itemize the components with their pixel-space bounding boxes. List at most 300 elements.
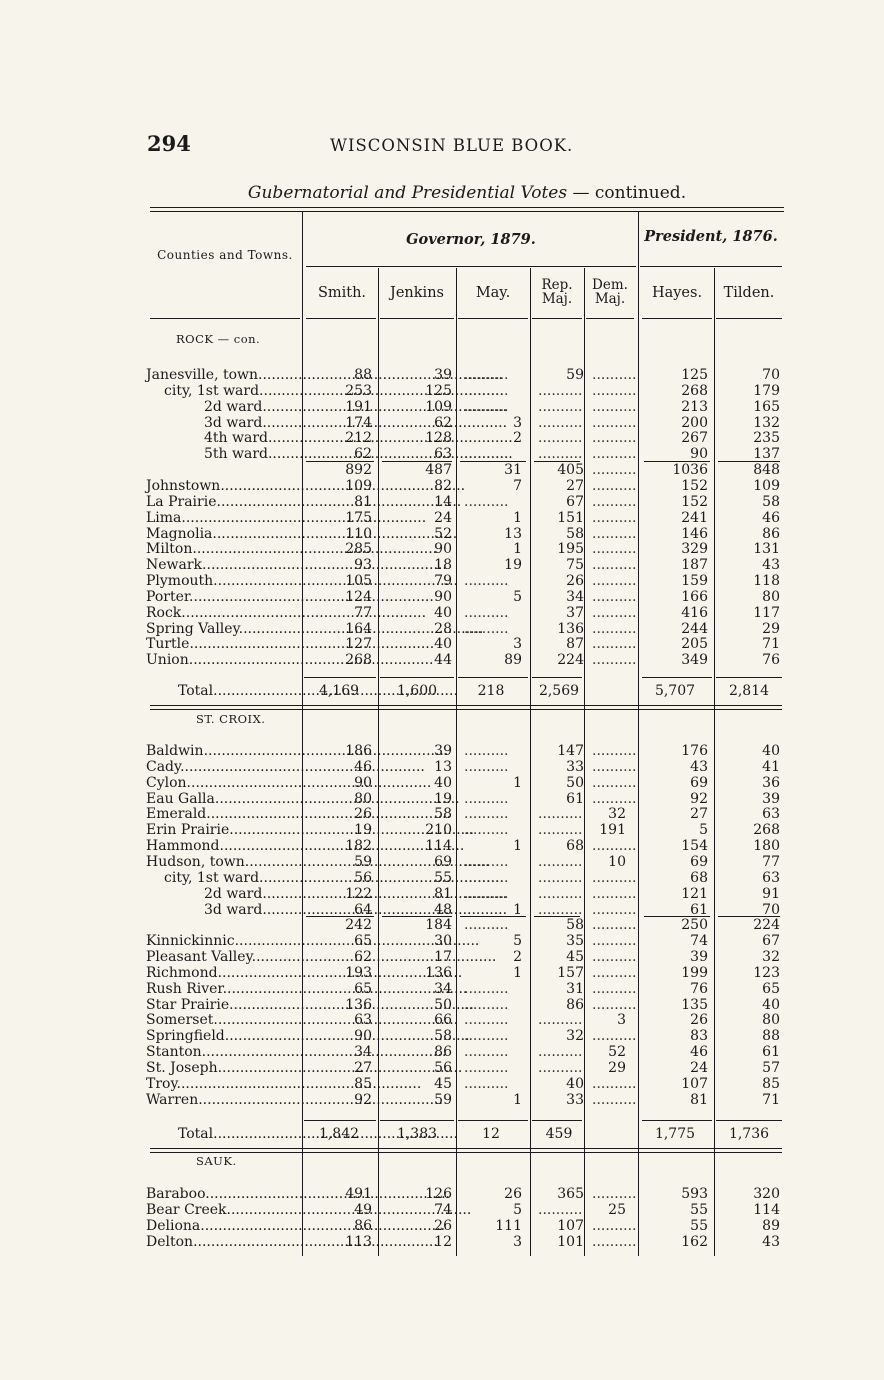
subtotal-rule (306, 916, 374, 917)
dot-leader: .......... (464, 869, 509, 886)
section-label: SAUK. (196, 1154, 237, 1168)
may-value: 1 (513, 1091, 522, 1108)
may-total: 218 (477, 683, 505, 699)
table-row (146, 822, 786, 838)
table-row (146, 510, 786, 526)
tilden-value: 224 (753, 917, 780, 934)
rep-value: 32 (566, 1028, 584, 1045)
may-value: 1 (513, 509, 522, 526)
town-name-text: Janesville, town (146, 367, 259, 383)
tilden-value: 180 (753, 838, 780, 855)
jenkins-value: 26 (434, 1217, 452, 1234)
town-name (146, 854, 299, 870)
tilden-value: 43 (762, 557, 780, 574)
town-name (146, 743, 299, 759)
dot-leader: .......... (538, 822, 583, 839)
jenkins-value: 109 (425, 398, 452, 415)
town-name (146, 933, 299, 949)
hayes-value: 250 (681, 917, 708, 934)
smith-value: 491 (345, 1186, 372, 1202)
hayes-value: 329 (681, 541, 708, 558)
governor-underline (306, 266, 636, 267)
dot-leader: .......... (592, 980, 637, 997)
table-row (146, 557, 786, 573)
dot-leader: .......... (464, 1044, 509, 1061)
table-row (146, 541, 786, 557)
dot-leader: .......... (592, 477, 637, 494)
hayes-value: 213 (681, 398, 708, 415)
may-value: 5 (513, 588, 522, 605)
rep-value: 147 (557, 743, 584, 759)
rep-value: 195 (557, 541, 584, 558)
town-name (146, 589, 299, 605)
rep-value: 157 (557, 964, 584, 981)
town-name-text: Cylon (146, 774, 187, 791)
smith-value: 113 (345, 1233, 372, 1250)
smith-value: 90 (354, 1028, 372, 1045)
smith-value: 49 (354, 1201, 372, 1218)
town-name (146, 806, 299, 822)
page-number: 294 (147, 131, 191, 156)
tilden-value: 80 (762, 588, 780, 605)
total-rule (304, 677, 376, 678)
may-value: 2 (513, 949, 522, 966)
smith-value: 59 (354, 853, 372, 870)
total-rule (380, 677, 454, 678)
hayes-value: 146 (681, 525, 708, 542)
dot-leader: .......... (538, 853, 583, 870)
town-name-text: Bear Creek (146, 1201, 227, 1218)
may-value: 1 (513, 838, 522, 855)
hayes-value: 159 (681, 573, 708, 590)
rep-value: 31 (566, 980, 584, 997)
dem-value: 52 (608, 1044, 626, 1061)
dot-leader: .......... (464, 604, 509, 621)
town-name (146, 621, 299, 637)
may-value: 13 (504, 525, 522, 542)
jenkins-value: 39 (434, 367, 452, 383)
dot-leader: .......... (464, 446, 509, 463)
rep-value: 33 (566, 758, 584, 775)
smith-value: 92 (354, 1091, 372, 1108)
dem-maj-header: Dem. Maj. (592, 277, 628, 308)
town-name (164, 870, 299, 886)
hayes-value: 349 (681, 652, 708, 669)
jenkins-value: 34 (434, 980, 452, 997)
dot-leader: .......... (592, 382, 637, 399)
tilden-value: 117 (753, 604, 780, 621)
tilden-value: 77 (762, 853, 780, 870)
table-row (146, 1028, 786, 1044)
smith-value: 64 (354, 901, 372, 918)
hayes-total: 5,707 (654, 683, 696, 699)
tilden-total: 2,814 (728, 683, 770, 699)
dot-leader: .......... (464, 822, 509, 839)
town-name (146, 981, 299, 997)
tilden-value: 320 (753, 1186, 780, 1202)
rep-total: 2,569 (538, 683, 580, 699)
jenkins-value: 58 (434, 1028, 452, 1045)
may-value: 31 (504, 462, 522, 479)
smith-value: 175 (345, 509, 372, 526)
town-name-text: 4th ward (204, 430, 268, 447)
rep-value: 101 (557, 1233, 584, 1250)
table-row (146, 1044, 786, 1060)
dot-leader: .......... (538, 414, 583, 431)
rep-value: 68 (566, 838, 584, 855)
dot-leader: .......... (592, 588, 637, 605)
town-name (146, 1202, 299, 1218)
dot-leader: .......... (592, 949, 637, 966)
dot-leader: .......... (592, 509, 637, 526)
jenkins-value: 14 (434, 493, 452, 510)
dot-leader: .......... (592, 869, 637, 886)
table-row (146, 806, 786, 822)
dot-leader: .......... (464, 398, 509, 415)
town-name (146, 1076, 299, 1092)
tilden-value: 41 (762, 758, 780, 775)
table-row (146, 997, 786, 1013)
hayes-value: 43 (690, 758, 708, 775)
tilden-value: 46 (762, 509, 780, 526)
town-name (146, 526, 299, 542)
jenkins-value: 62 (434, 414, 452, 431)
table-row (146, 494, 786, 510)
table-row (146, 1092, 786, 1108)
table-row (146, 1218, 786, 1234)
may-header: May. (475, 285, 511, 301)
town-name (146, 478, 299, 494)
dot-leader: .......... (464, 758, 509, 775)
dem-header-rule (586, 318, 634, 319)
section-end-rule (150, 705, 782, 706)
jenkins-value: 81 (434, 885, 452, 902)
smith-value: 62 (354, 446, 372, 463)
dot-leader: .......... (592, 557, 637, 574)
jenkins-value: 86 (434, 1044, 452, 1061)
hayes-value: 135 (681, 996, 708, 1013)
dot-leader: .......... (464, 493, 509, 510)
counties-header-rule (150, 318, 300, 319)
town-name (204, 446, 299, 462)
subtotal-rule (644, 916, 710, 917)
table-row (146, 933, 786, 949)
dot-leader: .......... (592, 774, 637, 791)
smith-value: 80 (354, 790, 372, 807)
town-name (146, 510, 299, 526)
town-name-text: Baldwin (146, 743, 204, 759)
hayes-value: 76 (690, 980, 708, 997)
smith-value: 90 (354, 774, 372, 791)
subtotal-rule (382, 461, 452, 462)
town-name (146, 1044, 299, 1060)
may-header-rule (458, 318, 528, 319)
table-row (146, 965, 786, 981)
subtotal-rule (382, 916, 452, 917)
table-row (146, 526, 786, 542)
hayes-value: 205 (681, 636, 708, 653)
tilden-value: 268 (753, 822, 780, 839)
dot-leader: .......... (464, 620, 509, 637)
smith-value: 268 (345, 652, 372, 669)
rep-value: 58 (566, 525, 584, 542)
smith-value: 19 (354, 822, 372, 839)
total-row (146, 683, 786, 699)
tilden-value: 71 (762, 1091, 780, 1108)
hayes-value: 90 (690, 446, 708, 463)
jenkins-value: 50 (434, 996, 452, 1013)
rep-value: 33 (566, 1091, 584, 1108)
jenkins-value: 487 (425, 462, 452, 479)
dot-leader: .......... (538, 382, 583, 399)
table-row (146, 902, 786, 918)
dot-leader: .......... (592, 996, 637, 1013)
may-value: 1 (513, 541, 522, 558)
smith-value: 34 (354, 1044, 372, 1061)
caption-title: Gubernatorial and Presidential Votes (247, 183, 568, 203)
jenkins-value: 58 (434, 806, 452, 823)
tilden-value: 137 (753, 446, 780, 463)
subtotal-rule (644, 461, 710, 462)
total-rule (380, 1120, 454, 1121)
table-row (146, 791, 786, 807)
table-row (146, 367, 786, 383)
dot-leader: .......... (592, 885, 637, 902)
may-value: 111 (495, 1217, 522, 1234)
town-name-text: Eau Galla (146, 790, 215, 807)
town-name (204, 886, 299, 902)
dot-leader: .......... (538, 398, 583, 415)
smith-value: 193 (345, 964, 372, 981)
jenkins-value: 19 (434, 790, 452, 807)
town-name-text: Plymouth (146, 573, 214, 590)
smith-value: 62 (354, 949, 372, 966)
rep-value: 107 (557, 1217, 584, 1234)
smith-total: 4,169 (318, 683, 360, 699)
town-name (204, 415, 299, 431)
dot-leader: .......... (538, 806, 583, 823)
dot-leader: .......... (464, 806, 509, 823)
tilden-value: 114 (753, 1201, 780, 1218)
jenkins-total: 1,600 (396, 683, 438, 699)
subtotal-rule (460, 916, 526, 917)
jenkins-value: 82 (434, 477, 452, 494)
tilden-header: Tilden. (723, 285, 775, 301)
town-name-text: Stanton (146, 1044, 202, 1061)
tilden-value: 85 (762, 1075, 780, 1092)
dot-leader: .......... (592, 604, 637, 621)
dot-leader: .......... (464, 382, 509, 399)
hayes-value: 267 (681, 430, 708, 447)
town-name-text: 3d ward (204, 901, 263, 918)
hayes-value: 46 (690, 1044, 708, 1061)
tilden-value: 36 (762, 774, 780, 791)
tilden-value: 848 (753, 462, 780, 479)
town-name-text: Hammond (146, 838, 220, 855)
table-row (146, 981, 786, 997)
smith-value: 56 (354, 869, 372, 886)
rep-value: 224 (557, 652, 584, 669)
dot-leader: .......... (538, 1012, 583, 1029)
may-value: 1 (513, 774, 522, 791)
jenkins-value: 30 (434, 933, 452, 950)
total-rule (304, 1120, 376, 1121)
hayes-total: 1,775 (654, 1126, 696, 1142)
town-name (146, 557, 299, 573)
hayes-value: 74 (690, 933, 708, 950)
jenkins-value: 55 (434, 869, 452, 886)
dot-leader: .......... (464, 853, 509, 870)
jenkins-value: 52 (434, 525, 452, 542)
table-row (146, 1234, 786, 1250)
rep-value: 61 (566, 790, 584, 807)
president-header: President, 1876. (644, 228, 778, 245)
hayes-value: 268 (681, 382, 708, 399)
table-row (146, 870, 786, 886)
dot-leader: .......... (592, 414, 637, 431)
town-name-text: 2d ward (204, 885, 263, 902)
tilden-value: 70 (762, 901, 780, 918)
total-rule (642, 677, 712, 678)
tilden-value: 32 (762, 949, 780, 966)
top-rule-2 (150, 211, 784, 212)
town-name-text: 5th ward (204, 446, 268, 463)
hayes-value: 199 (681, 964, 708, 981)
town-name (146, 652, 299, 668)
jenkins-total: 1,383 (396, 1126, 438, 1142)
tilden-value: 88 (762, 1028, 780, 1045)
tilden-value: 89 (762, 1217, 780, 1234)
table-row (146, 759, 786, 775)
smith-value: 892 (345, 462, 372, 479)
town-name-text: Deliona (146, 1217, 201, 1234)
town-name-text: Lima (146, 509, 182, 526)
rep-value: 26 (566, 573, 584, 590)
may-value: 3 (513, 1233, 522, 1250)
table-row (146, 886, 786, 902)
dot-leader: .......... (592, 462, 637, 479)
hayes-value: 61 (690, 901, 708, 918)
town-name (146, 1092, 299, 1108)
town-name (146, 1060, 299, 1076)
town-name (204, 902, 299, 918)
tilden-value: 29 (762, 620, 780, 637)
smith-value: 109 (345, 477, 372, 494)
dot-leader: .......... (464, 573, 509, 590)
hayes-value: 81 (690, 1091, 708, 1108)
town-name-text: Turtle (146, 636, 190, 653)
tilden-value: 118 (753, 573, 780, 590)
hayes-value: 69 (690, 774, 708, 791)
dem-value: 25 (608, 1201, 626, 1218)
table-row (146, 430, 786, 446)
hayes-value: 68 (690, 869, 708, 886)
town-name (146, 791, 299, 807)
dot-leader: .......... (592, 838, 637, 855)
town-name-text: Porter (146, 588, 190, 605)
jenkins-value: 59 (434, 1091, 452, 1108)
dot-leader: .......... (464, 885, 509, 902)
hayes-header-rule (642, 318, 712, 319)
town-name-text: 2d ward (204, 398, 263, 415)
jenkins-value: 24 (434, 509, 452, 526)
town-name-text: Star Prairie (146, 996, 230, 1013)
hayes-value: 416 (681, 604, 708, 621)
dot-leader: .......... (592, 964, 637, 981)
rep-value: 405 (557, 462, 584, 479)
rep-value: 34 (566, 588, 584, 605)
tilden-value: 91 (762, 885, 780, 902)
hayes-value: 166 (681, 588, 708, 605)
hayes-value: 1036 (672, 462, 708, 479)
dot-leader: .......... (538, 885, 583, 902)
town-name-text: Magnolia (146, 525, 213, 542)
dot-leader: .......... (592, 493, 637, 510)
hayes-value: 83 (690, 1028, 708, 1045)
dot-leader: .......... (592, 652, 637, 669)
may-value: 1 (513, 964, 522, 981)
hayes-value: 121 (681, 885, 708, 902)
tilden-header-rule (716, 318, 782, 319)
section-end-rule (150, 1148, 782, 1149)
dot-leader: .......... (464, 980, 509, 997)
dot-leader: .......... (464, 1075, 509, 1092)
jenkins-value: 44 (434, 652, 452, 669)
smith-value: 285 (345, 541, 372, 558)
table-row (146, 478, 786, 494)
town-name-text: Erin Prairie (146, 822, 230, 839)
table-row (146, 383, 786, 399)
town-name (146, 822, 299, 838)
may-value: 3 (513, 414, 522, 431)
tilden-value: 67 (762, 933, 780, 950)
tilden-value: 58 (762, 493, 780, 510)
smith-value: 164 (345, 620, 372, 637)
jenkins-value: 45 (434, 1075, 452, 1092)
tilden-value: 65 (762, 980, 780, 997)
rep-header-rule (532, 318, 582, 319)
dot-leader: .......... (592, 790, 637, 807)
jenkins-value: 114 (425, 838, 452, 855)
town-name (146, 1186, 299, 1202)
tilden-value: 76 (762, 652, 780, 669)
subtotal-rule (306, 461, 374, 462)
town-name-text: Springfield (146, 1028, 225, 1045)
tilden-value: 131 (753, 541, 780, 558)
subtotal-rule (718, 461, 780, 462)
may-value: 89 (504, 652, 522, 669)
table-row (146, 446, 786, 462)
dem-value: 3 (617, 1012, 626, 1029)
rep-value: 58 (566, 917, 584, 934)
tilden-value: 61 (762, 1044, 780, 1061)
town-name (146, 949, 299, 965)
town-name-text: Spring Valley (146, 620, 239, 637)
jenkins-value: 66 (434, 1012, 452, 1029)
dot-leader: .......... (592, 446, 637, 463)
town-name-text: Pleasant Valley (146, 949, 252, 966)
tilden-value: 109 (753, 477, 780, 494)
dot-leader: .......... (464, 1028, 509, 1045)
dot-leader: .......... (538, 446, 583, 463)
may-value: 19 (504, 557, 522, 574)
town-name-text: city, 1st ward (164, 382, 260, 399)
subtotal-row (146, 462, 786, 478)
dem-value: 191 (599, 822, 626, 839)
smith-value: 186 (345, 743, 372, 759)
town-name-text: Milton (146, 541, 193, 558)
town-name (146, 605, 299, 621)
